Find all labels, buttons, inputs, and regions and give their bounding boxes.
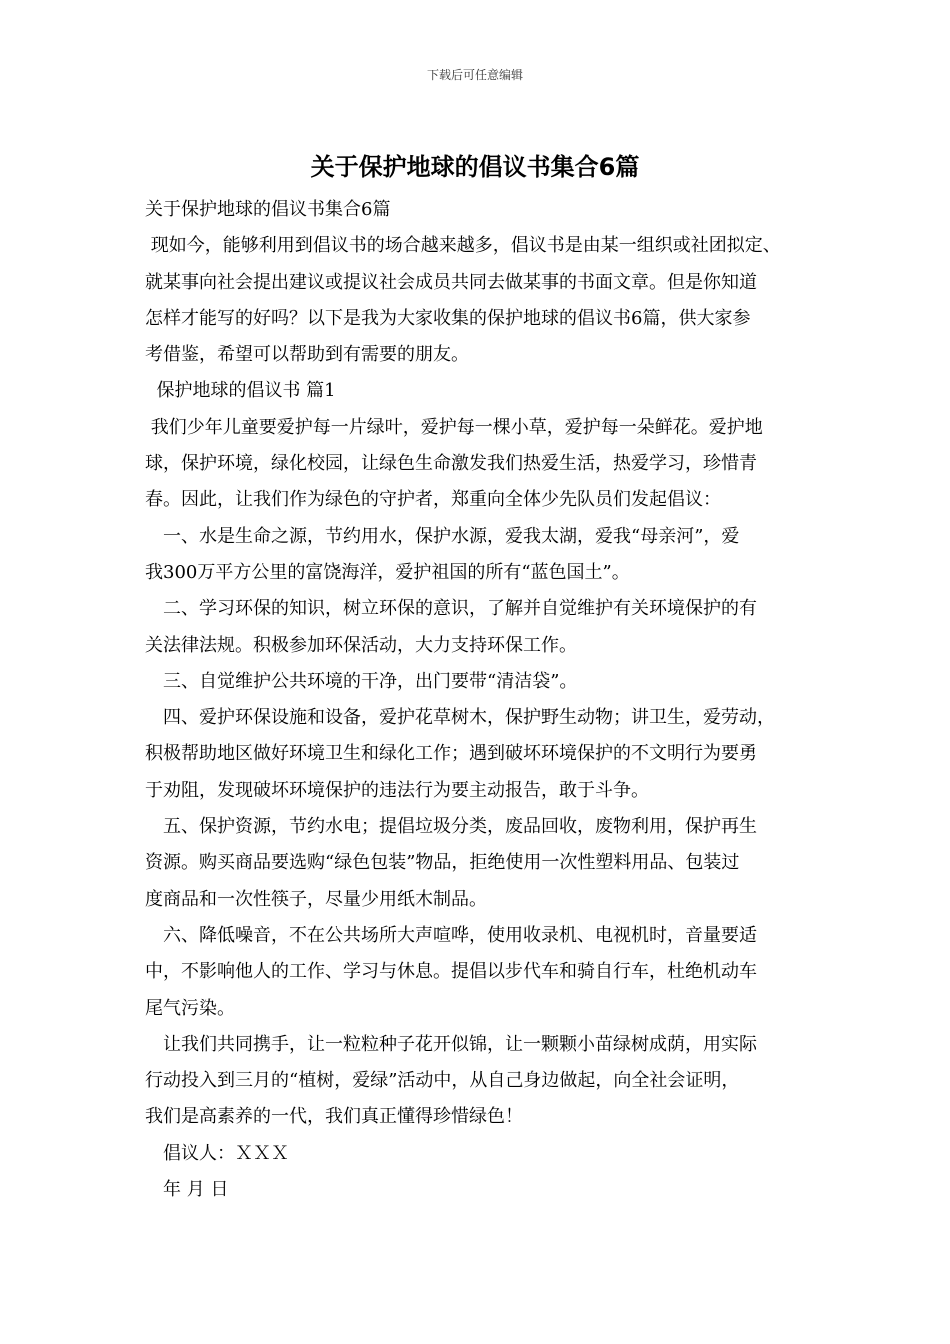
section-heading: 保护地球的倡议书 篇1 [145, 380, 336, 402]
body-line: 关法律法规。积极参加环保活动，大力支持环保工作。 [145, 634, 577, 656]
body-line: 尾气污染。 [145, 997, 235, 1019]
document-title: 关于保护地球的倡议书集合6篇 [310, 153, 640, 181]
body-line: 关于保护地球的倡议书集合6篇 [145, 199, 391, 220]
signature-line: 倡议人：ＸＸＸ [145, 1142, 289, 1164]
header-note: 下载后可任意编辑 [426, 68, 523, 82]
date-line: 年 月 日 [145, 1179, 229, 1201]
body-line: 度商品和一次性筷子，尽量少用纸木制品。 [145, 888, 487, 910]
body-line: 一、水是生命之源，节约用水，保护水源，爱我太湖，爱我“母亲河”，爱 [145, 525, 740, 547]
body-line: 资源。购买商品要选购“绿色包装”物品，拒绝使用一次性塑料用品、包装过 [145, 852, 740, 874]
body-line: 让我们共同携手，让一粒粒种子花开似锦，让一颗颗小苗绿树成荫，用实际 [145, 1033, 757, 1055]
body-line: 我们少年儿童要爱护每一片绿叶，爱护每一棵小草，爱护每一朵鲜花。爱护地 [145, 416, 763, 438]
body-line: 春。因此，让我们作为绿色的守护者，郑重向全体少先队员们发起倡议： [145, 489, 721, 511]
body-line: 六、降低噪音，不在公共场所大声喧哗，使用收录机、电视机时，音量要适 [145, 924, 757, 946]
body-line: 积极帮助地区做好环境卫生和绿化工作；遇到破坏环境保护的不文明行为要勇 [145, 743, 757, 765]
body-line: 我300万平方公里的富饶海洋，爱护祖国的所有“蓝色国土”。 [145, 561, 630, 583]
body-line: 现如今，能够利用到倡议书的场合越来越多，倡议书是由某一组织或社团拟定、 [145, 235, 781, 257]
body-line: 就某事向社会提出建议或提议社会成员共同去做某事的书面文章。但是你知道 [145, 271, 757, 293]
body-line: 我们是高素养的一代，我们真正懂得珍惜绿色！ [145, 1106, 523, 1128]
body-line: 行动投入到三月的“植树，爱绿”活动中，从自己身边做起，向全社会证明， [145, 1070, 740, 1092]
body-line: 二、学习环保的知识，树立环保的意识，了解并自觉维护有关环境保护的有 [145, 598, 757, 620]
body-line: 考借鉴，希望可以帮助到有需要的朋友。 [145, 344, 469, 366]
body-line: 于劝阻，发现破坏环境保护的违法行为要主动报告，敢于斗争。 [145, 779, 649, 801]
body-line: 中，不影响他人的工作、学习与休息。提倡以步代车和骑自行车，杜绝机动车 [145, 961, 757, 983]
body-line: 五、保护资源，节约水电；提倡垃圾分类，废品回收，废物利用，保护再生 [145, 816, 757, 838]
body-line: 球，保护环境，绿化校园，让绿色生命激发我们热爱生活，热爱学习，珍惜青 [145, 453, 757, 475]
body-line: 四、爱护环保设施和设备，爱护花草树木，保护野生动物；讲卫生，爱劳动， [145, 707, 775, 729]
body-line: 怎样才能写的好吗？以下是我为大家收集的保护地球的倡议书6篇，供大家参 [145, 307, 751, 329]
body-line: 三、自觉维护公共环境的干净，出门要带“清洁袋”。 [145, 670, 578, 692]
document-body [145, 192, 815, 1208]
